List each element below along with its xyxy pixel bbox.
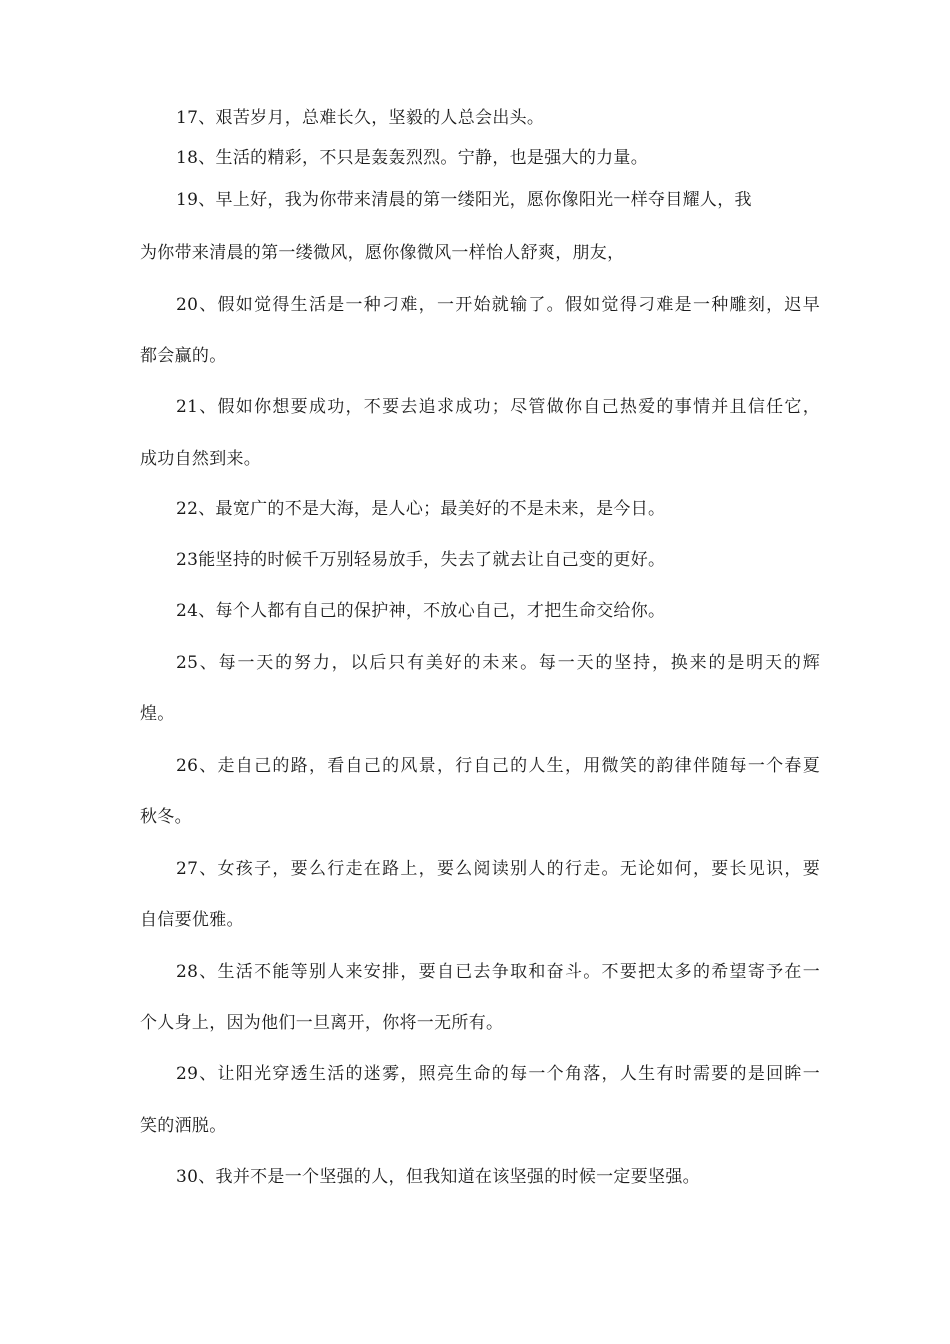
quote-18: 18、生活的精彩，不只是轰轰烈烈。宁静，也是强大的力量。 xyxy=(176,148,649,168)
quote-19-line-1: 19、早上好，我为你带来清晨的第一缕阳光，愿你像阳光一样夺目耀人，我 xyxy=(176,190,752,210)
quote-24: 24、每个人都有自己的保护神，不放心自己，才把生命交给你。 xyxy=(176,601,666,621)
quote-23: 23能坚持的时候千万别轻易放手，失去了就去让自己变的更好。 xyxy=(176,550,666,570)
quote-29-line-2: 笑的洒脱。 xyxy=(140,1116,227,1136)
quote-28-line-2: 个人身上，因为他们一旦离开，你将一无所有。 xyxy=(140,1013,504,1033)
quote-27-line-2: 自信要优雅。 xyxy=(140,910,244,930)
quote-26-line-2: 秋冬。 xyxy=(140,807,192,827)
quote-27-line-1: 27、女孩子，要么行走在路上，要么阅读别人的行走。无论如何，要长见识，要 xyxy=(176,859,820,879)
quote-22: 22、最宽广的不是大海，是人心；最美好的不是未来，是今日。 xyxy=(176,499,666,519)
quote-19-line-2: 为你带来清晨的第一缕微风，愿你像微风一样怡人舒爽，朋友， xyxy=(140,243,625,263)
quote-29-line-1: 29、让阳光穿透生活的迷雾，照亮生命的每一个角落，人生有时需要的是回眸一 xyxy=(176,1064,820,1084)
quote-25-line-1: 25、每一天的努力，以后只有美好的未来。每一天的坚持，换来的是明天的辉 xyxy=(176,653,820,673)
quote-28-line-1: 28、生活不能等别人来安排，要自已去争取和奋斗。不要把太多的希望寄予在一 xyxy=(176,962,820,982)
quote-20-line-2: 都会赢的。 xyxy=(140,346,227,366)
quote-21-line-2: 成功自然到来。 xyxy=(140,449,262,469)
quote-17: 17、艰苦岁月，总难长久，坚毅的人总会出头。 xyxy=(176,108,545,128)
quote-25-line-2: 煌。 xyxy=(140,704,175,724)
quote-30: 30、我并不是一个坚强的人，但我知道在该坚强的时候一定要坚强。 xyxy=(176,1167,700,1187)
quote-21-line-1: 21、假如你想要成功，不要去追求成功；尽管做你自己热爱的事情并且信任它， xyxy=(176,397,820,417)
quote-26-line-1: 26、走自己的路，看自己的风景，行自己的人生，用微笑的韵律伴随每一个春夏 xyxy=(176,756,820,776)
quote-20-line-1: 20、假如觉得生活是一种刁难，一开始就输了。假如觉得刁难是一种雕刻，迟早 xyxy=(176,295,820,315)
